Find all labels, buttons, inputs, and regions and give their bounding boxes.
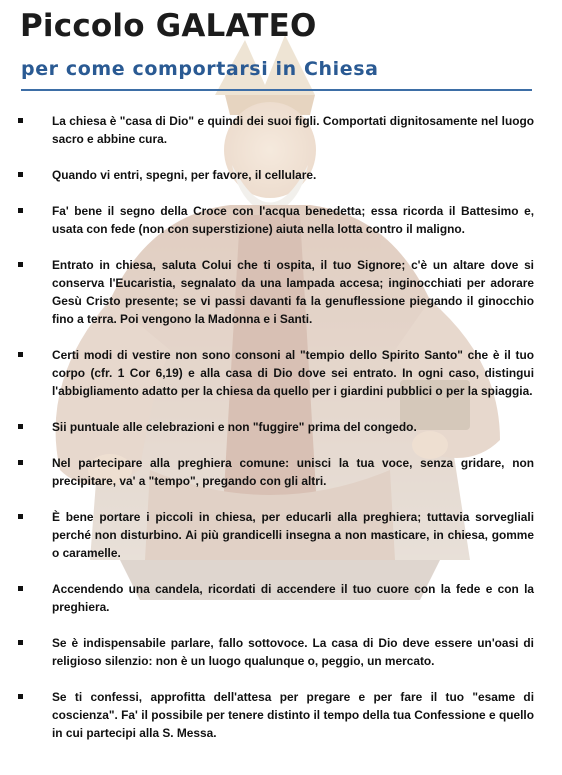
list-item-text: Certi modi di vestire non sono consoni al "tempio dello Spirito Santo" che è il tuo corpo (cfr. 1 Cor 6,19) e alla casa di Dio dove sei entrato. In ogni caso, distingui l'abbigliamento adatto per la chiesa da quello per i giardini pubblici o per la spiaggia. — [52, 348, 534, 398]
square-bullet-icon — [18, 586, 23, 591]
title-divider — [21, 89, 532, 91]
square-bullet-icon — [18, 424, 23, 429]
square-bullet-icon — [18, 514, 23, 519]
list-item-text: Accendendo una candela, ricordati di accendere il tuo cuore con la fede e con la preghiera. — [52, 582, 534, 614]
etiquette-list — [16, 112, 534, 760]
list-item — [16, 346, 534, 400]
list-item-text: Sii puntuale alle celebrazioni e non "fuggire" prima del congedo. — [52, 420, 417, 434]
list-item-text: Nel partecipare alla preghiera comune: unisci la tua voce, senza gridare, non precipitare, va' a "tempo", pregando con gli altri. — [52, 456, 534, 488]
page-title: Piccolo GALATEO — [20, 8, 317, 44]
list-item-text: Se è indispensabile parlare, fallo sottovoce. La casa di Dio deve essere un'oasi di religioso silenzio: non è un luogo qualunque o, peggio, un mercato. — [52, 636, 534, 668]
list-item-text: Quando vi entri, spegni, per favore, il cellulare. — [52, 168, 317, 182]
square-bullet-icon — [18, 208, 23, 213]
square-bullet-icon — [18, 640, 23, 645]
list-item — [16, 580, 534, 616]
list-item — [16, 508, 534, 562]
list-item — [16, 454, 534, 490]
page-subtitle: per come comportarsi in Chiesa — [21, 58, 379, 80]
list-item — [16, 634, 534, 670]
list-item — [16, 112, 534, 148]
list-item-text: Entrato in chiesa, saluta Colui che ti ospita, il tuo Signore; c'è un altare dove si conserva l'Eucaristia, segnalato da una lampada accesa; inginocchiati per adorare Gesù Cristo presente; se vi passi davanti fa la genuflessione piegando il ginocchio fino a terra. Poi vengono la Madonna e i Santi. — [52, 258, 534, 326]
list-item — [16, 688, 534, 742]
square-bullet-icon — [18, 262, 23, 267]
square-bullet-icon — [18, 172, 23, 177]
list-item-text: Se ti confessi, approfitta dell'attesa per pregare e per fare il tuo "esame di coscienza". Fa' il possibile per tenere distinto il tempo della tua Confessione e quello in cui partecipi alla S. Messa. — [52, 690, 534, 740]
list-item — [16, 418, 534, 436]
square-bullet-icon — [18, 352, 23, 357]
list-item — [16, 202, 534, 238]
list-item — [16, 256, 534, 328]
square-bullet-icon — [18, 118, 23, 123]
square-bullet-icon — [18, 694, 23, 699]
list-item-text: La chiesa è "casa di Dio" e quindi dei suoi figli. Comportati dignitosamente nel luogo sacro e abbine cura. — [52, 114, 534, 146]
list-item-text: È bene portare i piccoli in chiesa, per educarli alla preghiera; tuttavia sorvegliali perché non disturbino. Ai più grandicelli insegna a non masticare, in chiesa, gomme o caramelle. — [52, 510, 534, 560]
list-item — [16, 166, 534, 184]
square-bullet-icon — [18, 460, 23, 465]
list-item-text: Fa' bene il segno della Croce con l'acqua benedetta; essa ricorda il Battesimo e, usata con fede (non con superstizione) aiuta nella lotta contro il maligno. — [52, 204, 534, 236]
